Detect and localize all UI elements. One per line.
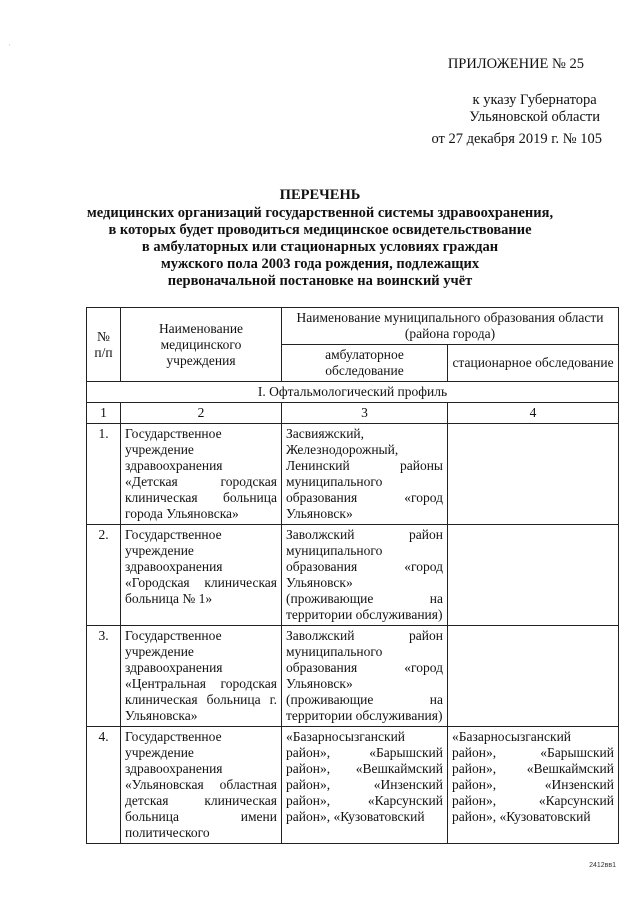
index-cell: 1 [87, 403, 121, 424]
row-inpatient [448, 424, 619, 525]
section-row [87, 382, 619, 403]
index-cell: 2 [121, 403, 282, 424]
index-cell: 3 [282, 403, 448, 424]
title-line: мужского пола 2003 года рождения, подлежащих [160, 256, 480, 272]
row-outpatient: «Базарносызганский район», «Барышский район», «Вешкаймский район», «Инзенский район», «Карсунский район», «Кузоватовский [282, 727, 448, 844]
section-title: I. Офтальмологический профиль [87, 382, 619, 403]
table-row [87, 727, 619, 844]
decree-reference [469, 92, 600, 126]
row-outpatient: Заволжский район муниципального образования «город Ульяновск» (проживающие на территории обслуживания) [282, 525, 448, 626]
region-line: Ульяновской области [469, 109, 600, 125]
table-row [87, 525, 619, 626]
col-municipal-header: Наименование муниципального образования области (района города) [282, 308, 619, 345]
title-line: в которых будет проводиться медицинское освидетельствование [108, 222, 532, 238]
decree-line: к указу Губернатора [472, 92, 597, 108]
title-line: медицинских организаций государственной системы здравоохранения, [86, 205, 554, 221]
table-row [87, 424, 619, 525]
row-number: 4. [87, 727, 121, 844]
row-inpatient [448, 525, 619, 626]
row-inpatient: «Базарносызганский район», «Барышский район», «Вешкаймский район», «Инзенский район», «Карсунский район», «Кузоватовский [448, 727, 619, 844]
row-organization: Государственное учреждение здравоохранения «Городская клиническая больница № 1» [121, 525, 282, 626]
title-line: первоначальной постановке на воинский учёт [167, 273, 473, 289]
col-number-header: № п/п [87, 308, 121, 382]
title-heading: ПЕРЕЧЕНЬ [279, 187, 361, 203]
title-line: в амбулаторных или стационарных условиях граждан [141, 239, 499, 255]
index-cell: 4 [448, 403, 619, 424]
row-organization: Государственное учреждение здравоохранения «Центральная городская клиническая больница г. Ульяновска» [121, 626, 282, 727]
row-organization: Государственное учреждение здравоохранения «Детская городская клиническая больница города Ульяновска» [121, 424, 282, 525]
row-inpatient [448, 626, 619, 727]
row-number: 2. [87, 525, 121, 626]
col-outpatient-header: амбулаторное обследование [282, 345, 448, 382]
header-row [87, 308, 619, 345]
row-number: 3. [87, 626, 121, 727]
row-number: 1. [87, 424, 121, 525]
row-organization: Государственное учреждение здравоохранения «Ульяновская областная детская клиническая больница имени политического [121, 727, 282, 844]
footer-stamp: 2412вв1 [589, 862, 616, 869]
appendix-label: ПРИЛОЖЕНИЕ № 25 [447, 56, 584, 72]
col-inpatient-header: стационарное обследование [448, 345, 619, 382]
document-title [0, 187, 640, 290]
margin-mark: · [8, 40, 11, 50]
row-outpatient: Засвияжский, Железнодорожный, Ленинский районы муниципального образования «город Ульяновск» [282, 424, 448, 525]
table-row [87, 626, 619, 727]
organizations-table [86, 307, 619, 844]
row-outpatient: Заволжский район муниципального образования «город Ульяновск» (проживающие на территории обслуживания) [282, 626, 448, 727]
col-name-header: Наименование медицинского учреждения [121, 308, 282, 382]
decree-date: от 27 декабря 2019 г. № 105 [431, 131, 602, 147]
index-row [87, 403, 619, 424]
